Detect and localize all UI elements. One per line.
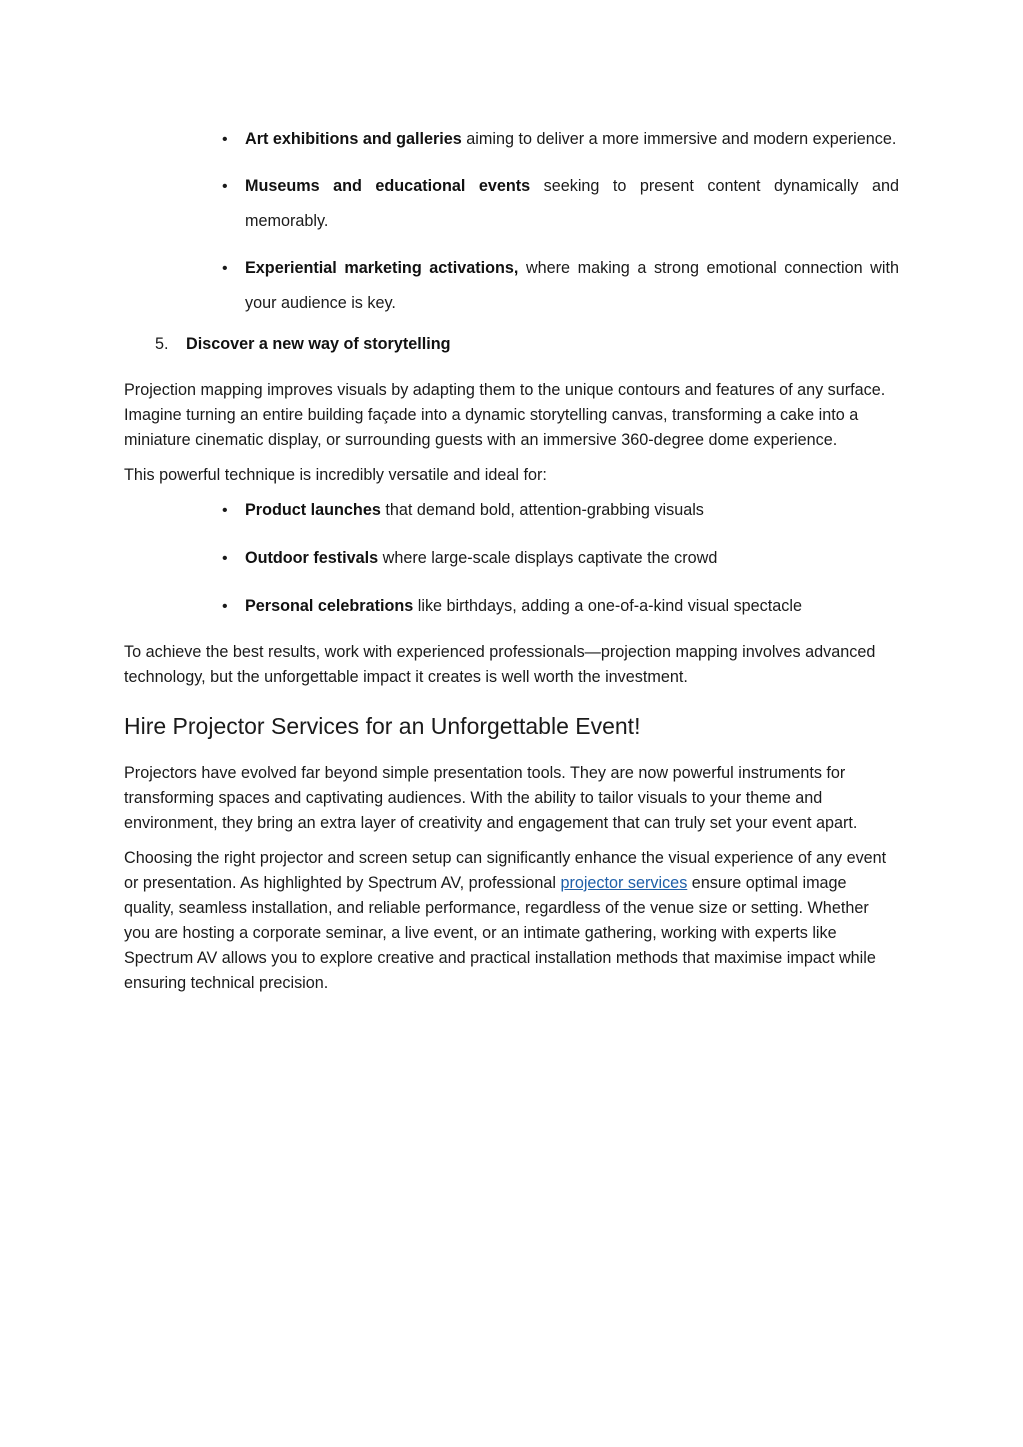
numbered-item-title: Discover a new way of storytelling [186,335,451,353]
list-item-bold: Outdoor festivals [245,549,379,567]
paragraph-best-results: To achieve the best results, work with experienced professionals—projection mapping involves advanced technology, but the unforgettable impact it creates is well worth the investment. [124,643,876,686]
list-item [124,498,899,523]
list-item-text: seeking to present content dynamically and memorably. [245,177,900,230]
list-item-bold: Museums and educational events [245,177,531,195]
paragraph-versatile-intro: This powerful technique is incredibly versatile and ideal for: [124,466,547,484]
section-heading: Hire Projector Services for an Unforgettable Event! [124,713,641,739]
bullet-icon: • [222,260,228,277]
bullet-icon: • [222,598,228,615]
document-content [124,122,899,996]
bullet-icon: • [222,131,228,148]
paragraph-projectors-evolved: Projectors have evolved far beyond simple presentation tools. They are now powerful instruments for transforming spaces and captivating audiences. With the ability to tailor visuals to your theme and environment, they bring an extra layer of creativity and engagement that can truly set your event apart. [124,764,858,832]
list-item [124,546,899,571]
numbered-item [124,332,899,357]
paragraph-text: ensure optimal image quality, seamless installation, and reliable performance, regardless of the venue size or setting. Whether you are hosting a corporate seminar, a live event, or an intimate gathering, working with experts like Spectrum AV allows you to explore creative and practical installation methods that maximise impact while ensuring technical precision. [124,874,876,992]
paragraph-choosing-projector [124,846,899,996]
projector-services-link[interactable]: projector services [560,874,688,892]
bullet-icon: • [222,502,228,519]
list-item-text: aiming to deliver a more immersive and modern experience. [461,130,897,148]
paragraph-text: Choosing the right projector and screen setup can significantly enhance the visual experience of any event or presentation. As highlighted by Spectrum AV, professional [124,849,887,892]
bullet-icon: • [222,550,228,567]
list-item [124,169,899,239]
list-item [124,122,899,157]
bullet-icon: • [222,178,228,195]
list-item-bold: Personal celebrations [245,597,414,615]
list-number: 5. [155,335,169,353]
list-item [124,251,899,321]
bullet-list-uses [124,498,899,619]
list-item-text: where large-scale displays captivate the crowd [378,549,718,567]
list-item-bold: Product launches [245,501,381,519]
list-item-text: like birthdays, adding a one-of-a-kind visual spectacle [413,597,802,615]
list-item-bold: Experiential marketing activations, [245,259,519,277]
bullet-list-venues [124,122,899,321]
list-item-text: that demand bold, attention-grabbing visuals [380,501,704,519]
list-item-bold: Art exhibitions and galleries [245,130,462,148]
paragraph-projection-mapping: Projection mapping improves visuals by adapting them to the unique contours and features of any surface. Imagine turning an entire building façade into a dynamic storytelling canvas, transforming a cake into a miniature cinematic display, or surrounding guests with an immersive 360-degree dome experience. [124,381,886,449]
list-item-text: where making a strong emotional connection with your audience is key. [245,259,899,312]
list-item [124,594,899,619]
